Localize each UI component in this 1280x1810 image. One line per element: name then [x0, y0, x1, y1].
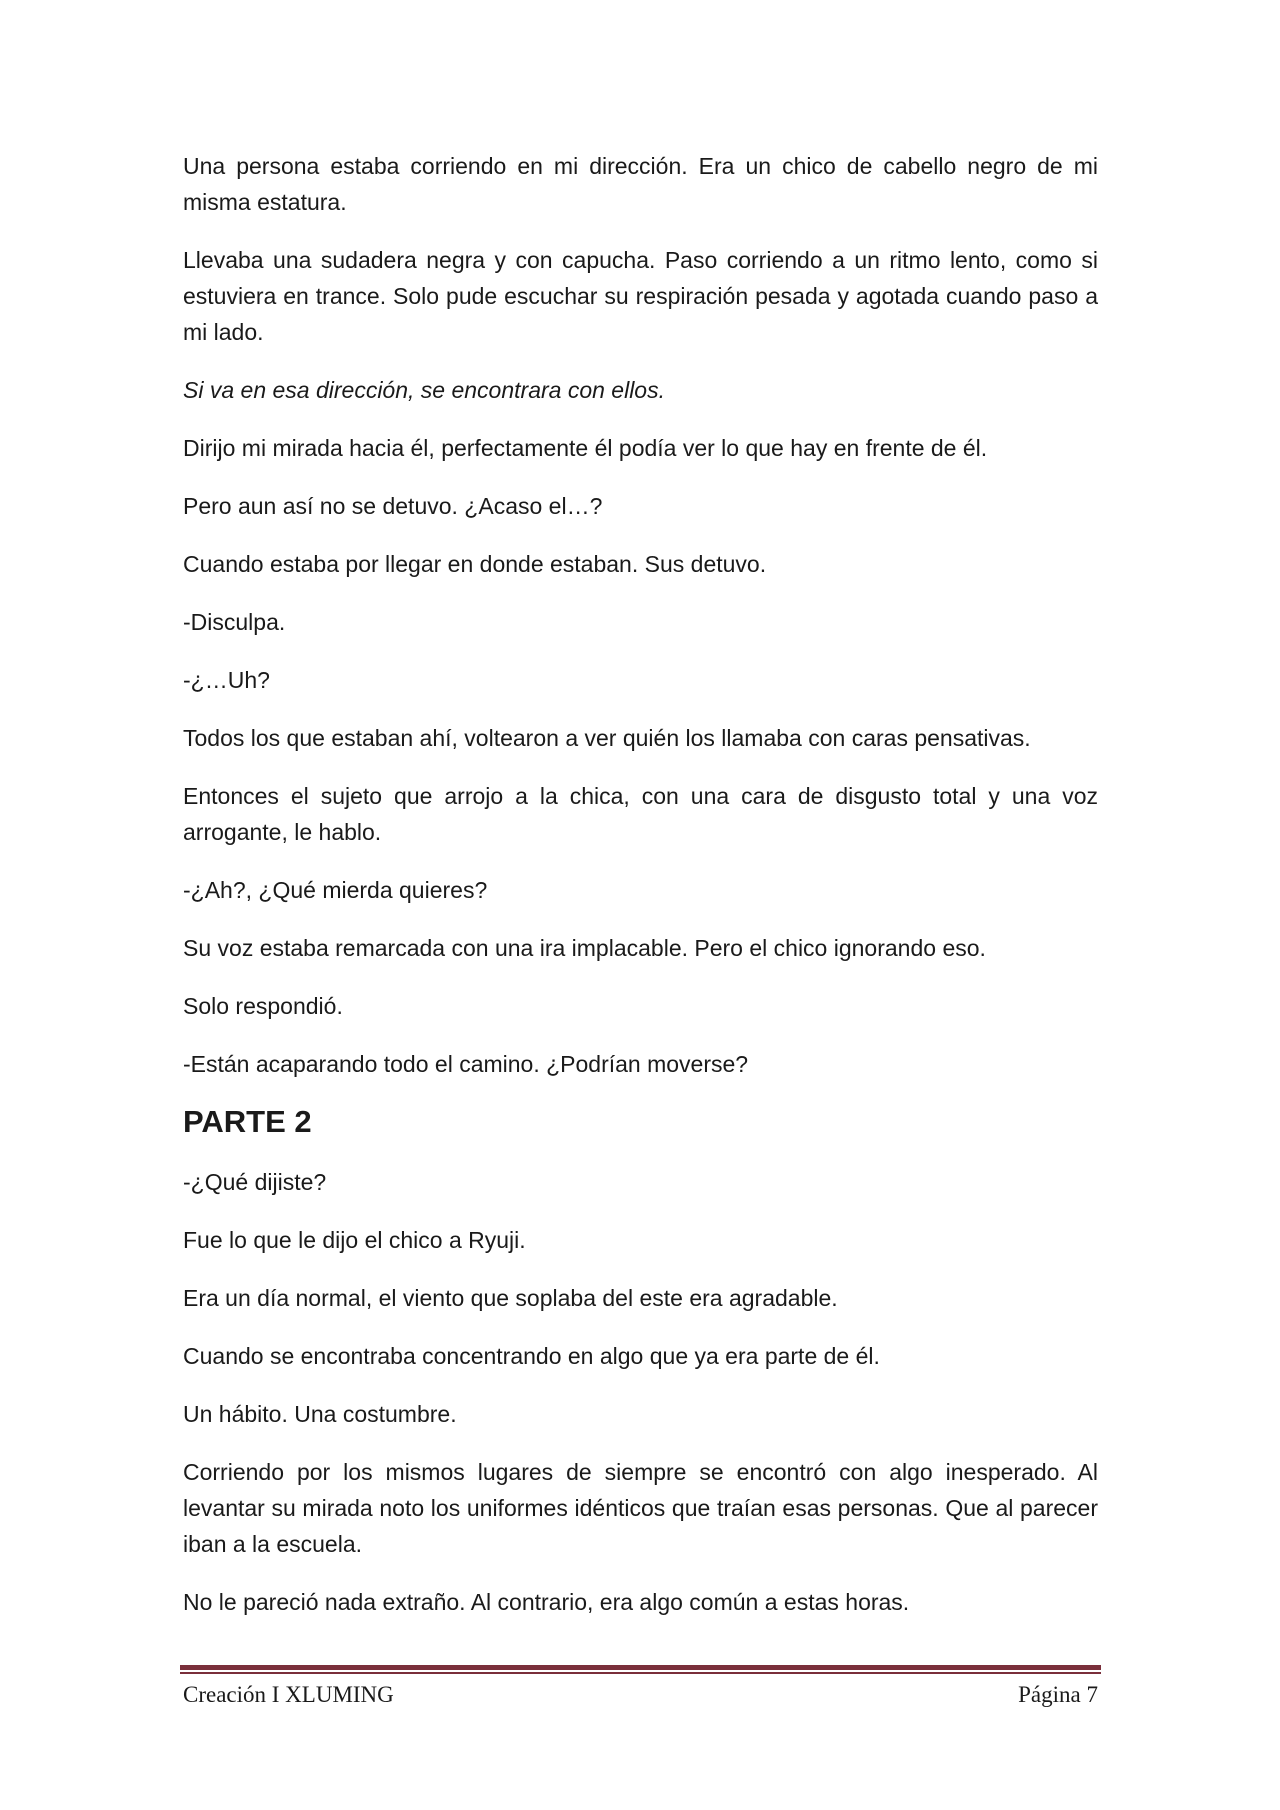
paragraph-italic-thought: Si va en esa dirección, se encontrara con ellos. — [183, 377, 665, 403]
paragraph: Solo respondió. — [183, 993, 343, 1019]
paragraph: Era un día normal, el viento que soplaba del este era agradable. — [183, 1285, 838, 1311]
paragraph: Pero aun así no se detuvo. ¿Acaso el…? — [183, 493, 603, 519]
paragraph: Todos los que estaban ahí, voltearon a ver quién los llamaba con caras pensativas. — [183, 725, 1031, 751]
dialogue-line: -¿…Uh? — [183, 667, 270, 693]
paragraph: Dirijo mi mirada hacia él, perfectamente él podía ver lo que hay en frente de él. — [183, 435, 988, 461]
paragraph: Su voz estaba remarcada con una ira implacable. Pero el chico ignorando eso. — [183, 935, 986, 961]
paragraph: No le pareció nada extraño. Al contrario, era algo común a estas horas. — [183, 1589, 910, 1615]
dialogue-line: -Están acaparando todo el camino. ¿Podrían moverse? — [183, 1051, 749, 1077]
paragraph: Una persona estaba corriendo en mi dirección. Era un chico de cabello negro de mi misma estatura. — [183, 153, 1098, 215]
page-body — [183, 148, 1098, 1642]
dialogue-line: -¿Ah?, ¿Qué mierda quieres? — [183, 877, 488, 903]
paragraph: Llevaba una sudadera negra y con capucha. Paso corriendo a un ritmo lento, como si estuviera en trance. Solo pude escuchar su respiración pesada y agotada cuando paso a mi lado. — [183, 247, 1098, 345]
footer-divider-thin — [180, 1672, 1101, 1674]
dialogue-line: -¿Qué dijiste? — [183, 1169, 327, 1195]
paragraph: Entonces el sujeto que arrojo a la chica, con una cara de disgusto total y una voz arrogante, le hablo. — [183, 783, 1098, 845]
footer-page-number: Página 7 — [1018, 1682, 1098, 1707]
paragraph: Cuando se encontraba concentrando en algo que ya era parte de él. — [183, 1343, 880, 1369]
section-heading: PARTE 2 — [183, 1104, 312, 1139]
paragraph: Fue lo que le dijo el chico a Ryuji. — [183, 1227, 526, 1253]
paragraph: Corriendo por los mismos lugares de siempre se encontró con algo inesperado. Al levantar su mirada noto los uniformes idénticos que traían esas personas. Que al parecer iban a la escuela. — [183, 1459, 1098, 1557]
dialogue-line: -Disculpa. — [183, 609, 286, 635]
paragraph: Un hábito. Una costumbre. — [183, 1401, 457, 1427]
footer-author: Creación I XLUMING — [183, 1682, 394, 1707]
paragraph: Cuando estaba por llegar en donde estaban. Sus detuvo. — [183, 551, 767, 577]
footer-divider — [180, 1665, 1101, 1670]
